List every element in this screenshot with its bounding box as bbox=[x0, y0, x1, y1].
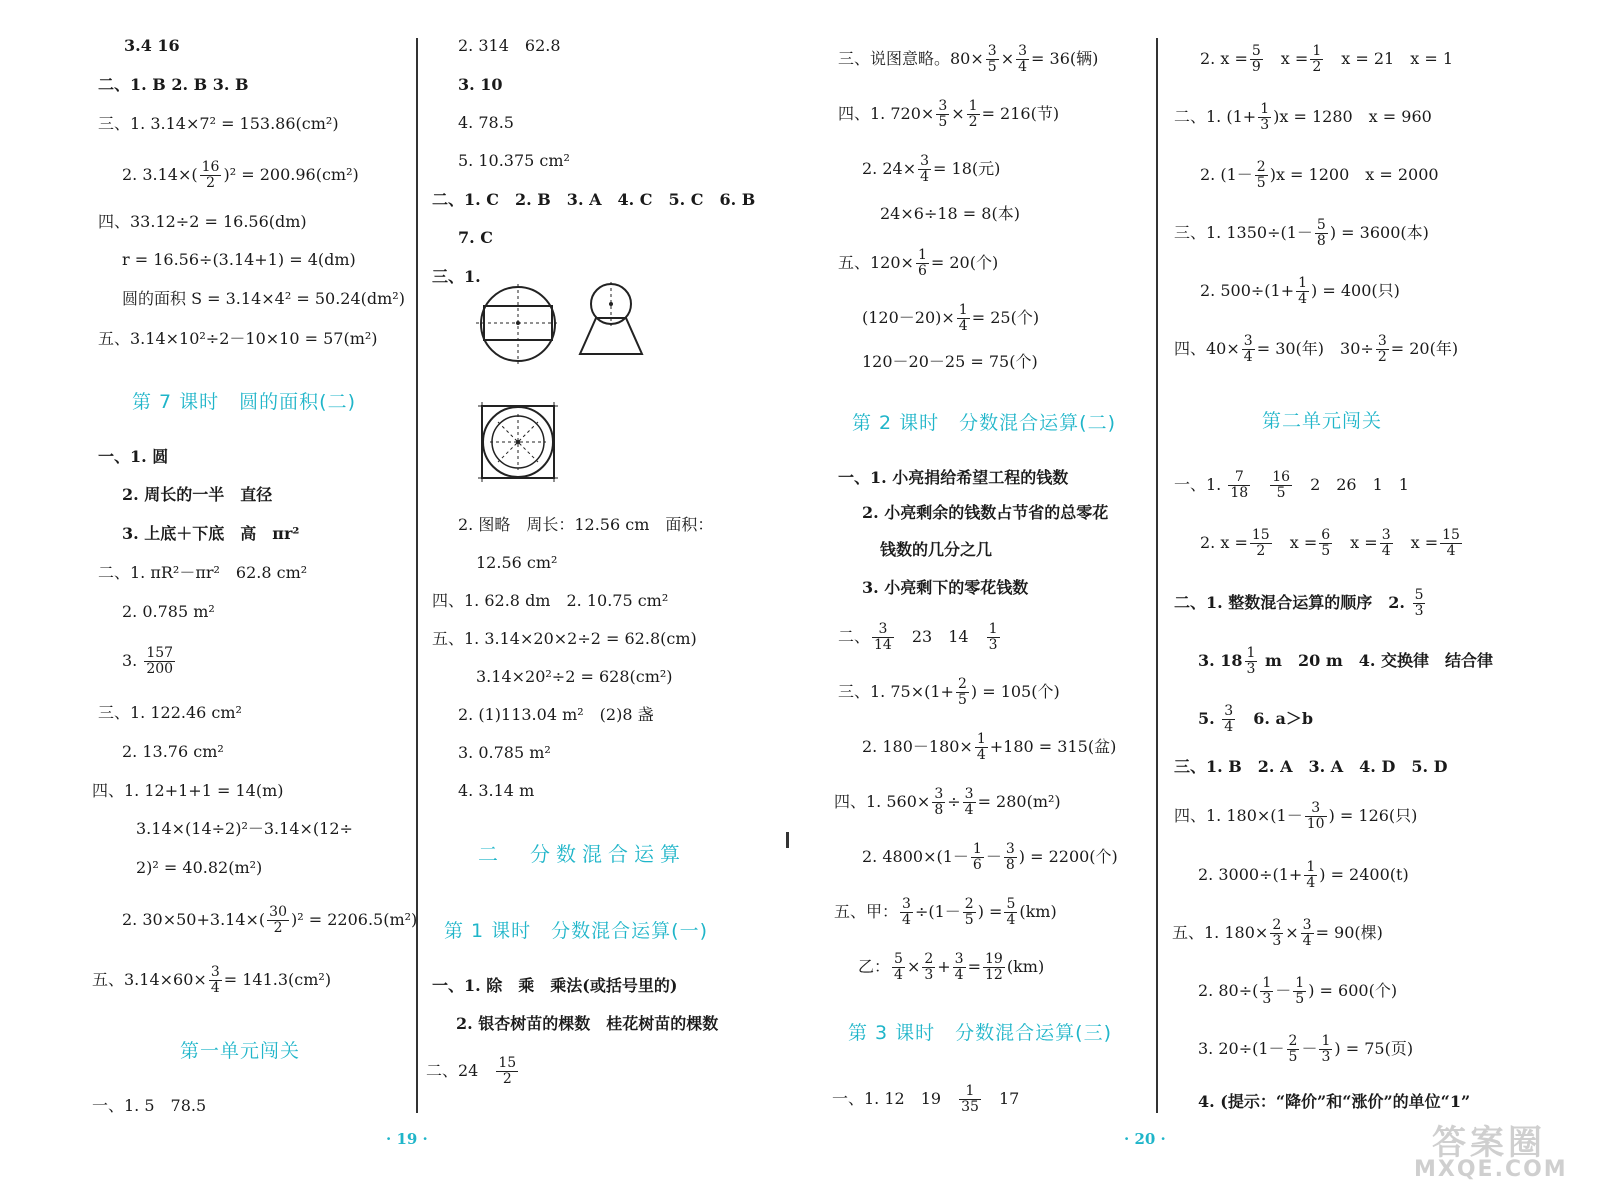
fraction: $\frac{15}{2}$ bbox=[1251, 527, 1270, 559]
square-circle-figure bbox=[478, 402, 558, 482]
fraction: $\frac{1}{5}$ bbox=[1295, 975, 1305, 1007]
fraction: $\frac{2}{3}$ bbox=[924, 951, 934, 983]
answer-line: 2. 图略 周长：12.56 cm 面积： bbox=[458, 515, 714, 534]
fraction: $\frac{1}{6}$ bbox=[917, 247, 927, 279]
answer-line: 二、1. B 2. B 3. B bbox=[98, 75, 249, 94]
answer-line: 一、1. 除 乘 乘法(或括号里的) bbox=[432, 976, 678, 995]
gutter-mark bbox=[786, 832, 789, 848]
answer-line: 四、1. 12+1+1 = 14(m) bbox=[92, 781, 284, 800]
fraction: $\frac{5}{4}$ bbox=[1006, 896, 1016, 928]
answer-line: 四、1. 180×(1－ $\frac{3}{10}$ ) = 126(只) bbox=[1174, 800, 1418, 832]
fraction: $\frac{3}{2}$ bbox=[1377, 333, 1387, 365]
fraction: $\frac{3}{5}$ bbox=[938, 98, 948, 130]
answer-line: 2. 30×50+3.14×( $\frac{30}{2}$ )² = 2206.5(m²) bbox=[122, 904, 418, 936]
fraction: $\frac{3}{4}$ bbox=[920, 153, 930, 185]
answer-line: 2. 4800×(1－ $\frac{1}{6}$ － $\frac{3}{8}$ ) = 2200(个) bbox=[862, 841, 1118, 873]
fraction: $\frac{2}{5}$ bbox=[957, 676, 967, 708]
answer-line: 3.14×20²÷2 = 628(cm²) bbox=[476, 667, 673, 686]
fraction: $\frac{5}{4}$ bbox=[894, 951, 903, 983]
answer-line: 一、1. 12 19 $\frac{1}{35}$ 17 bbox=[832, 1083, 1020, 1115]
answer-line: 2. 周长的一半 直径 bbox=[122, 485, 273, 504]
answer-line: 2. 314 62.8 bbox=[458, 36, 561, 55]
answer-line: 2. 0.785 m² bbox=[122, 602, 215, 621]
fraction: $\frac{1}{4}$ bbox=[958, 302, 968, 334]
answer-line: 三、1. bbox=[432, 267, 481, 286]
answer-line: 2. 银杏树苗的棵数 桂花树苗的棵数 bbox=[456, 1014, 719, 1033]
answer-line: 2. x = $\frac{5}{9}$ x = $\frac{1}{2}$ x = 21 x = 1 bbox=[1200, 43, 1453, 75]
answer-line: 12.56 cm² bbox=[476, 553, 558, 572]
answer-line: 圆的面积 S = 3.14×4² = 50.24(dm²) bbox=[122, 289, 405, 308]
answer-line: 三、1. 1350÷(1－ $\frac{5}{8}$ ) = 3600(本) bbox=[1174, 217, 1429, 249]
fraction: $\frac{3}{4}$ bbox=[1018, 43, 1028, 75]
answer-line: 2. 小亮剩余的钱数占节省的总零花 bbox=[862, 503, 1109, 522]
answer-line: 2. (1)113.04 m² (2)8 盏 bbox=[458, 705, 654, 724]
fraction: $\frac{16}{5}$ bbox=[1272, 469, 1291, 501]
fraction: $\frac{1}{6}$ bbox=[972, 841, 982, 873]
answer-line: 一、1. $\frac{7}{18}$ $\frac{16}{5}$ 2 26 1 1 bbox=[1174, 469, 1409, 501]
section-heading: 第 7 课时 圆的面积(二) bbox=[132, 391, 356, 413]
answer-line: 24×6÷18 = 8(本) bbox=[880, 204, 1020, 223]
answer-line: 四、33.12÷2 = 16.56(dm) bbox=[98, 212, 307, 231]
fraction: $\frac{5}{9}$ bbox=[1251, 43, 1261, 75]
fraction: $\frac{6}{5}$ bbox=[1321, 527, 1331, 559]
fraction: $\frac{3}{5}$ bbox=[987, 43, 997, 75]
answer-line: 钱数的几分之几 bbox=[880, 540, 993, 559]
answer-line: 3. 10 bbox=[458, 75, 503, 94]
fraction: $\frac{1}{3}$ bbox=[1260, 101, 1270, 133]
fraction: $\frac{3}{8}$ bbox=[934, 786, 944, 818]
answer-line: 四、1. 560× $\frac{3}{8}$ ÷ $\frac{3}{4}$ = 280(m²) bbox=[834, 786, 1061, 818]
answer-line: 三、1. 122.46 cm² bbox=[98, 703, 242, 722]
answer-line: 3. $\frac{157}{200}$ bbox=[122, 645, 174, 677]
chapter-heading: 二 分数混合运算 bbox=[478, 842, 686, 866]
fraction: $\frac{3}{4}$ bbox=[964, 786, 974, 818]
answer-line: 五、120× $\frac{1}{6}$ = 20(个) bbox=[838, 247, 999, 279]
circle-trapezoid-figure bbox=[576, 282, 646, 358]
fraction: $\frac{3}{4}$ bbox=[1381, 527, 1391, 559]
answer-line: 一、1. 圆 bbox=[98, 447, 169, 466]
fraction: $\frac{3}{4}$ bbox=[210, 964, 220, 996]
answer-line: r = 16.56÷(3.14+1) = 4(dm) bbox=[122, 250, 356, 269]
answer-line: 三、说图意略。80× $\frac{3}{5}$ × $\frac{3}{4}$ = 36(辆) bbox=[838, 43, 1099, 75]
answer-line: 5. $\frac{3}{4}$ 6. a＞b bbox=[1198, 703, 1314, 735]
fraction: $\frac{3}{4}$ bbox=[1224, 703, 1234, 735]
fraction: $\frac{15}{2}$ bbox=[498, 1055, 517, 1087]
circle-rectangle-figure bbox=[476, 282, 560, 366]
answer-line: 2. 80÷( $\frac{1}{3}$ － $\frac{1}{5}$ ) = 600(个) bbox=[1198, 975, 1398, 1007]
fraction: $\frac{1}{2}$ bbox=[1312, 43, 1322, 75]
answer-line: 2. 500÷(1+ $\frac{1}{4}$ ) = 400(只) bbox=[1200, 275, 1400, 307]
answer-line: 3. 18 $\frac{1}{3}$ m 20 m 4. 交换律 结合律 bbox=[1198, 645, 1494, 677]
answer-line: 四、40× $\frac{3}{4}$ = 30(年) 30÷ $\frac{3}{2}$ = 20(年) bbox=[1174, 333, 1459, 365]
section-heading: 第一单元闯关 bbox=[180, 1040, 301, 1062]
answer-line: 3. 小亮剩下的零花钱数 bbox=[862, 578, 1029, 597]
fraction: $\frac{5}{8}$ bbox=[1316, 217, 1326, 249]
answer-line: 二、 $\frac{3}{14}$ 23 14 $\frac{1}{3}$ bbox=[838, 621, 998, 653]
fraction: $\frac{15}{4}$ bbox=[1442, 527, 1460, 559]
watermark-logo bbox=[1394, 1115, 1594, 1185]
answer-line: 四、1. 720× $\frac{3}{5}$ × $\frac{1}{2}$ = 216(节) bbox=[838, 98, 1060, 130]
fraction: $\frac{2}{3}$ bbox=[1272, 917, 1282, 949]
fraction: $\frac{1}{4}$ bbox=[976, 731, 986, 763]
section-heading: 第二单元闯关 bbox=[1262, 410, 1383, 432]
answer-line: 五、甲： $\frac{3}{4}$ ÷(1－ $\frac{2}{5}$ ) = $\frac{5}{4}$ (km) bbox=[834, 896, 1057, 928]
fraction: $\frac{7}{18}$ bbox=[1230, 469, 1249, 501]
answer-line: 2. (1－ $\frac{2}{5}$ )x = 1200 x = 2000 bbox=[1200, 159, 1439, 191]
fraction: $\frac{3}{4}$ bbox=[902, 896, 911, 928]
fraction: $\frac{3}{14}$ bbox=[874, 621, 892, 653]
page-number-right: · 20 · bbox=[1124, 1130, 1166, 1148]
answer-line: 2)² = 40.82(m²) bbox=[136, 858, 263, 877]
answer-line: 5. 10.375 cm² bbox=[458, 151, 570, 170]
fraction: $\frac{3}{4}$ bbox=[1243, 333, 1253, 365]
page-number-left: · 19 · bbox=[386, 1130, 428, 1148]
answer-line: 四、1. 62.8 dm 2. 10.75 cm² bbox=[432, 591, 669, 610]
fraction: $\frac{5}{3}$ bbox=[1414, 587, 1424, 619]
answer-line: 三、1. 3.14×7² = 153.86(cm²) bbox=[98, 114, 339, 133]
fraction: $\frac{2}{5}$ bbox=[1256, 159, 1266, 191]
answer-line: 7. C bbox=[458, 228, 494, 247]
fraction: $\frac{3}{4}$ bbox=[954, 951, 964, 983]
answer-line: 五、3.14×10²÷2－10×10 = 57(m²) bbox=[98, 329, 378, 348]
answer-line: 二、1. πR²－πr² 62.8 cm² bbox=[98, 563, 308, 582]
answer-line: 2. 13.76 cm² bbox=[122, 742, 224, 761]
section-heading: 第 1 课时 分数混合运算(一) bbox=[444, 920, 708, 942]
fraction: $\frac{3}{4}$ bbox=[1302, 917, 1312, 949]
fraction: $\frac{157}{200}$ bbox=[146, 645, 174, 677]
answer-line: 一、1. 5 78.5 bbox=[92, 1096, 207, 1115]
answer-line: 五、1. 180× $\frac{2}{3}$ × $\frac{3}{4}$ = 90(棵) bbox=[1172, 917, 1383, 949]
fraction: $\frac{1}{4}$ bbox=[1298, 275, 1308, 307]
answer-line: 二、1. (1+ $\frac{1}{3}$ )x = 1280 x = 960 bbox=[1174, 101, 1432, 133]
answer-line: 120－20－25 = 75(个) bbox=[862, 352, 1038, 371]
fraction: $\frac{3}{8}$ bbox=[1005, 841, 1015, 873]
answer-line: 4. 78.5 bbox=[458, 113, 514, 132]
answer-line: 二、1. 整数混合运算的顺序 2. $\frac{5}{3}$ bbox=[1174, 587, 1424, 619]
answer-line: 三、1. B 2. A 3. A 4. D 5. D bbox=[1174, 757, 1448, 776]
answer-line: 二、24 $\frac{15}{2}$ bbox=[426, 1055, 517, 1087]
fraction: $\frac{3}{10}$ bbox=[1306, 800, 1325, 832]
answer-line: 3. 上底＋下底 高 πr² bbox=[122, 524, 300, 543]
answer-line: 三、1. 75×(1+ $\frac{2}{5}$ ) = 105(个) bbox=[838, 676, 1060, 708]
column-divider bbox=[416, 38, 418, 1113]
answer-line: 3.14×(14÷2)²－3.14×(12÷ bbox=[136, 819, 353, 838]
answer-line: 五、3.14×60× $\frac{3}{4}$ = 141.3(cm²) bbox=[92, 964, 332, 996]
answer-line: 2. x = $\frac{15}{2}$ x = $\frac{6}{5}$ x = $\frac{3}{4}$ x = $\frac{15}{4}$ bbox=[1200, 527, 1460, 559]
fraction: $\frac{1}{3}$ bbox=[1262, 975, 1272, 1007]
answer-line: 一、1. 小亮捐给希望工程的钱数 bbox=[838, 468, 1069, 487]
fraction: $\frac{1}{2}$ bbox=[968, 98, 978, 130]
answer-line: 2. 3.14×( $\frac{16}{2}$ )² = 200.96(cm²) bbox=[122, 159, 359, 191]
section-heading: 第 3 课时 分数混合运算(三) bbox=[848, 1022, 1112, 1044]
fraction: $\frac{2}{5}$ bbox=[964, 896, 974, 928]
fraction: $\frac{1}{3}$ bbox=[988, 621, 998, 653]
fraction: $\frac{30}{2}$ bbox=[269, 904, 287, 936]
answer-line: 乙： $\frac{5}{4}$ × $\frac{2}{3}$ + $\frac{3}{4}$ = $\frac{19}{12}$ (km) bbox=[858, 951, 1045, 983]
fraction: $\frac{1}{3}$ bbox=[1246, 645, 1256, 677]
answer-line: 4. (提示：“降价”和“涨价”的单位“1” bbox=[1198, 1092, 1471, 1111]
fraction: $\frac{1}{4}$ bbox=[1306, 859, 1316, 891]
answer-line: 3. 0.785 m² bbox=[458, 743, 551, 762]
column-divider bbox=[1156, 38, 1158, 1113]
answer-line: 二、1. C 2. B 3. A 4. C 5. C 6. B bbox=[432, 190, 756, 209]
answer-line: 2. 3000÷(1+ $\frac{1}{4}$ ) = 2400(t) bbox=[1198, 859, 1409, 891]
fraction: $\frac{1}{35}$ bbox=[961, 1083, 979, 1115]
answer-line: 4. 3.14 m bbox=[458, 781, 535, 800]
answer-line: 3.4 16 bbox=[124, 36, 180, 55]
fraction: $\frac{16}{2}$ bbox=[201, 159, 220, 191]
answer-line: 五、1. 3.14×20×2÷2 = 62.8(cm) bbox=[432, 629, 697, 648]
answer-line: 3. 20÷(1－ $\frac{2}{5}$ － $\frac{1}{3}$ ) = 75(页) bbox=[1198, 1033, 1414, 1065]
watermark-url: MXQE.COM bbox=[1414, 1157, 1568, 1182]
fraction: $\frac{2}{5}$ bbox=[1288, 1033, 1298, 1065]
section-heading: 第 2 课时 分数混合运算(二) bbox=[852, 412, 1116, 434]
answer-line: 2. 180－180× $\frac{1}{4}$ +180 = 315(盆) bbox=[862, 731, 1117, 763]
answer-line: (120－20)× $\frac{1}{4}$ = 25(个) bbox=[862, 302, 1040, 334]
answer-line: 2. 24× $\frac{3}{4}$ = 18(元) bbox=[862, 153, 1001, 185]
fraction: $\frac{19}{12}$ bbox=[985, 951, 1003, 983]
watermark-text: 答案圈 bbox=[1432, 1123, 1546, 1163]
fraction: $\frac{1}{3}$ bbox=[1321, 1033, 1331, 1065]
